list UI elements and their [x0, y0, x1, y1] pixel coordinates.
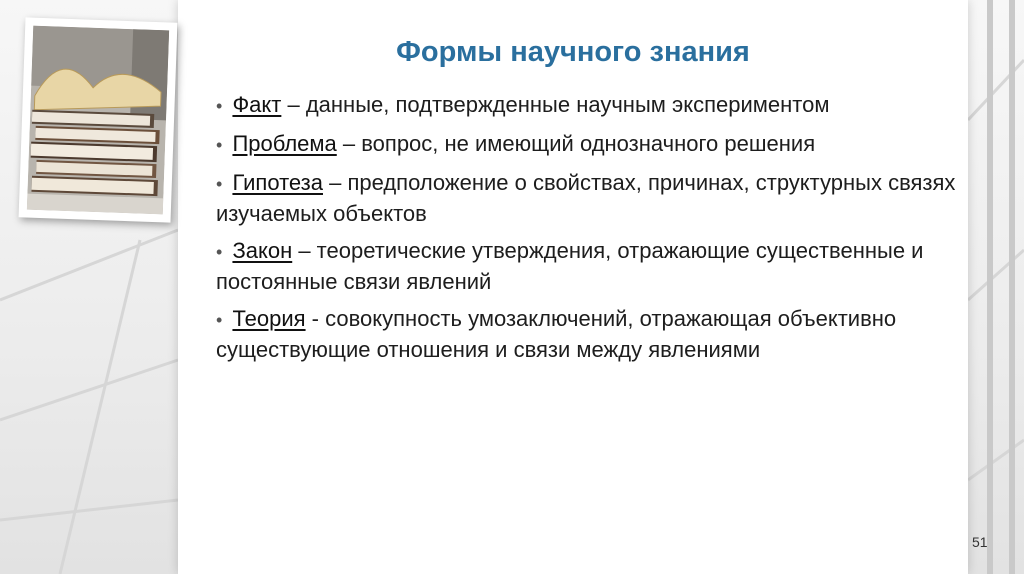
term-label: Гипотеза — [232, 170, 323, 195]
list-item — [216, 236, 961, 296]
list-item — [216, 129, 961, 160]
slide-title: Формы научного знания — [396, 36, 750, 68]
list-item — [216, 168, 961, 228]
definition-text: – предположение о свойствах, причинах, структурных связях изучаемых объектов — [216, 170, 956, 226]
bullet-icon: • — [216, 310, 223, 330]
definition-text: – вопрос, не имеющий однозначного решения — [336, 131, 816, 156]
bullet-icon: • — [216, 96, 223, 116]
term-label: Теория — [232, 306, 306, 331]
definition-text: – данные, подтвержденные научным экспериментом — [281, 92, 830, 117]
bullet-list — [216, 90, 961, 372]
list-item — [216, 90, 961, 121]
page-number: 51 — [972, 534, 988, 550]
definition-text: – теоретические утверждения, отражающие существенные и постоянные связи явлений — [216, 238, 924, 294]
books-photo — [19, 17, 178, 222]
bullet-icon: • — [216, 135, 223, 155]
bullet-icon: • — [216, 174, 223, 194]
list-item — [216, 304, 961, 364]
bullet-icon: • — [216, 242, 223, 262]
term-label: Закон — [232, 238, 293, 263]
books-image — [27, 26, 169, 215]
term-label: Факт — [232, 92, 282, 117]
term-label: Проблема — [232, 131, 337, 156]
definition-text: - совокупность умозаключений, отражающая объективно существующие отношения и связи между явлениями — [216, 306, 897, 362]
